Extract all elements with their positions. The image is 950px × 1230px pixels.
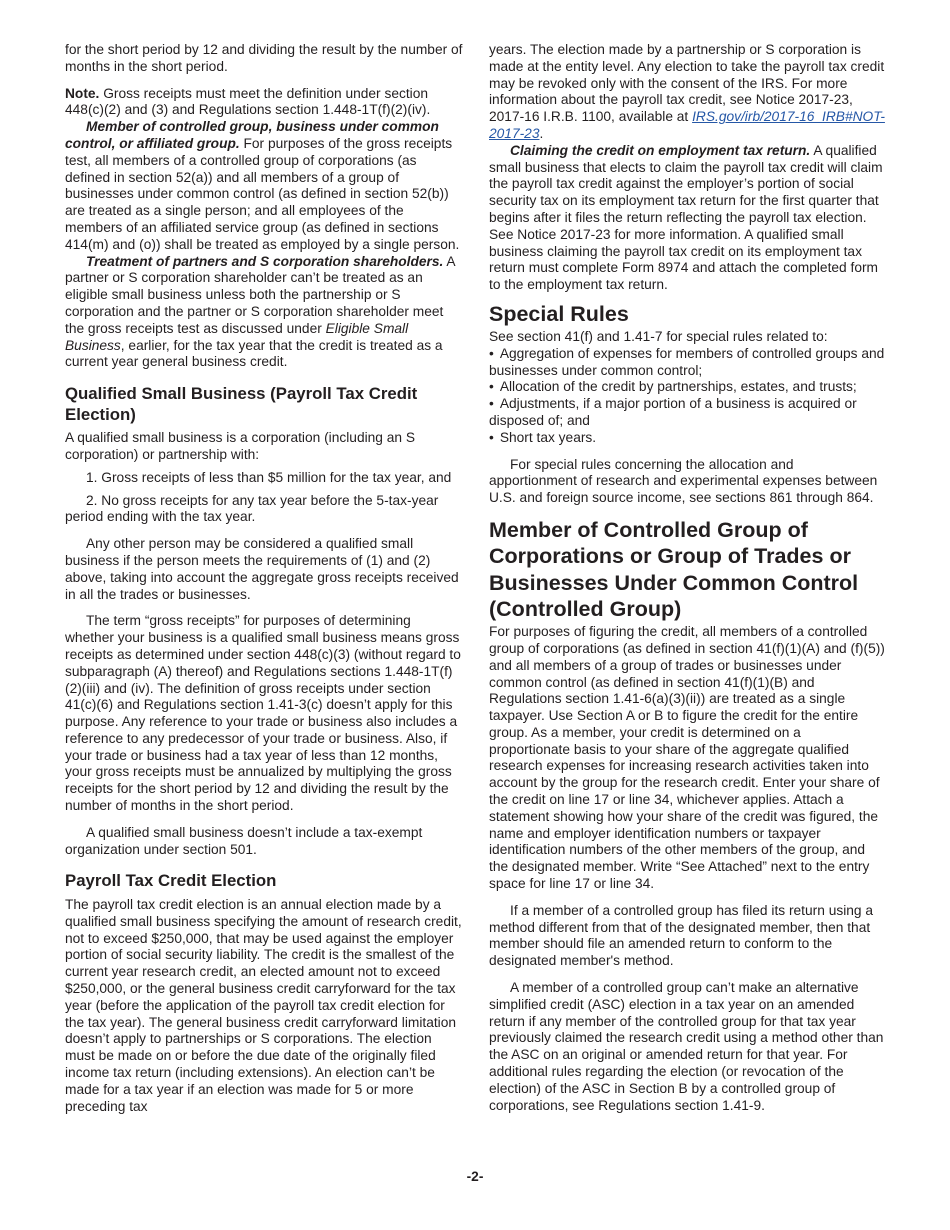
irs-irb-link[interactable]: IRS.gov/irb/2017-16_IRB#NOT-2017-23 bbox=[489, 109, 885, 141]
special-rules-intro: See section 41(f) and 1.41-7 for special rules related to: bbox=[489, 328, 828, 344]
list-item: • Allocation of the credit by partnerships, estates, and trusts; bbox=[489, 379, 885, 396]
tax-exempt-paragraph: A qualified small business doesn’t include a tax-exempt organization under section 501. bbox=[65, 824, 423, 857]
amended-return-paragraph: If a member of a controlled group has filed its return using a method different from that of the designated member, then that member should file an amended return to conform to the designated member's method. bbox=[489, 902, 874, 969]
asc-election-paragraph: A member of a controlled group can’t make an alternative simplified credit (ASC) election in a tax year on an amended return if any member of the controlled group for that tax year previously claimed the research credit using a method other than the ASC on an original or amended return for that year. For additional rules regarding the election (or revocation of the election) of the ASC in Section B by a controlled group of corporations, see Regulations section 1.41-9. bbox=[489, 980, 884, 1113]
list-item: • Adjustments, if a major portion of a business is acquired or disposed of; and bbox=[489, 396, 885, 430]
right-column bbox=[489, 42, 885, 1114]
payroll-continued-text: years. The election made by a partnership or S corporation is made at the entity level. Any election to take the payroll tax credit may be revoked only with the consent of the IRS. For more information about the payroll tax credit, see Notice 2017-23, 2017-16 I.R.B. 1100, available at bbox=[489, 42, 885, 125]
payroll-paragraph: The payroll tax credit election is an annual election made by a qualified small business specifying the amount of research credit, not to exceed $250,000, that may be used against the employer portion of social security liability. The credit is the smallest of the current year research credit, an elected amount not to exceed $250,000, or the general business credit carryforward for the tax year (before the application of the payroll tax credit election for the tax year). The general business credit carryforward limitation doesn’t apply to partnerships or S corporations. The election must be made on or before the due date of the originally filed income tax return (including extensions). An election can’t be made for a tax year if an election was made for 5 or more preceding tax bbox=[65, 896, 462, 1114]
note-paragraph bbox=[65, 86, 463, 120]
allocation-paragraph: For special rules concerning the allocation and apportionment of research and experimental expenses between U.S. and foreign source income, see sections 861 through 864. bbox=[489, 456, 878, 506]
controlled-group-text: For purposes of the gross receipts test, all members of a controlled group of corporations (as defined in section 52(a)) and all members of a group of businesses under common control (as defined in section 52(b)) are treated as a single person; and all employees of the members of an affiliated service group (as defined in sections 414(m) and (o)) shall be treated as employed by a single person. bbox=[65, 135, 460, 252]
controlled-group-heading: Member of controlled group, business under common control, or affiliated group. bbox=[65, 119, 439, 151]
controlled-group-section-heading: Member of Controlled Group of Corporations or Group of Trades or Businesses Under Common Control (Controlled Group) bbox=[489, 517, 859, 621]
claiming-paragraph bbox=[489, 143, 885, 294]
claiming-heading: Claiming the credit on employment tax return. bbox=[510, 142, 811, 158]
payroll-continued-paragraph bbox=[489, 42, 885, 143]
member-paragraph: For purposes of figuring the credit, all members of a controlled group of corporations (as defined in section 41(f)(1)(A) and (f)(5)) and all members of a group of trades or businesses under common control (as defined in section 41(f)(1)(B) and Regulations section 1.41-6(a)(3)(ii)) are treated as a single taxpayer. Use Section A or B to figure the credit for the entire group. As a member, your credit is determined on a proportionate basis to your share of the aggregate qualified research expenses for increasing research activities taken into account by the group for the research credit. Enter your share of the credit on line 17 or line 34, whichever applies. Attach a statement showing how your share of the credit was figured, the name and employer identification numbers or taxpayer identification numbers of the other members of the group, and the designated member. Write “See Attached” next to the entry space for line 17 or line 34. bbox=[489, 624, 885, 892]
period: . bbox=[539, 125, 544, 141]
payroll-heading: Payroll Tax Credit Election bbox=[65, 871, 277, 891]
partners-paragraph bbox=[65, 254, 463, 372]
partners-text-2: , earlier, for the tax year that the credit is treated as a current year general business credit. bbox=[65, 337, 443, 370]
carryover-paragraph: for the short period by 12 and dividing the result by the number of months in the short period. bbox=[65, 42, 463, 74]
list-item: • Short tax years. bbox=[489, 430, 885, 447]
note-label: Note. bbox=[65, 85, 100, 101]
page-number: -2- bbox=[466, 1169, 484, 1184]
qsb-item-2: 2. No gross receipts for any tax year before the 5-tax-year period ending with the tax year. bbox=[65, 492, 439, 525]
qsb-item-1: 1. Gross receipts of less than $5 million for the tax year, and bbox=[86, 469, 452, 485]
eligible-small-business-ref: Eligible Small Business bbox=[65, 320, 409, 353]
special-rules-heading: Special Rules bbox=[489, 301, 629, 326]
controlled-group-paragraph bbox=[65, 119, 463, 253]
special-rules-list bbox=[489, 346, 885, 447]
gross-receipts-paragraph: The term “gross receipts” for purposes of determining whether your business is a qualified small business means gross receipts as determined under section 448(c)(3) (without regard to subparagraph (A) thereof) and Regulations sections 1.448-1T(f)(2)(iii) and (iv). The definition of gross receipts under section 41(c)(6) and Regulations section 1.41-3(c) doesn’t apply for this purpose. Any reference to your trade or business also includes a reference to any predecessor of your trade or business. Also, if your trade or business had a tax year of less than 12 months, your gross receipts must be annualized by multiplying the gross receipts for the short period by 12 and dividing the result by the number of months in the short period. bbox=[65, 613, 461, 814]
left-column bbox=[65, 42, 463, 1115]
qsb-any-other-paragraph: Any other person may be considered a qualified small business if the person meets the requirements of (1) and (2) above, taking into account the aggregate gross receipts received in all the trades or businesses. bbox=[65, 536, 459, 602]
list-item: • Aggregation of expenses for members of controlled groups and businesses under common control; bbox=[489, 346, 885, 380]
partners-text-1: A partner or S corporation shareholder can’t be treated as an eligible small business unless both the partnership or S corporation and the partner or S corporation shareholder meet the gross receipts test as discussed under bbox=[65, 253, 455, 336]
qsb-intro: A qualified small business is a corporation (including an S corporation) or partnership with: bbox=[65, 430, 416, 462]
qsb-heading: Qualified Small Business (Payroll Tax Credit Election) bbox=[65, 384, 418, 424]
claiming-text: A qualified small business that elects to claim the payroll tax credit will claim the payroll tax credit against the employer’s portion of social security tax on its employment tax return for the first quarter that begins after it files the return reflecting the payroll tax election. See Notice 2017-23 for more information. A qualified small business claiming the payroll tax credit on its employment tax return must complete Form 8974 and attach the completed form to the employment tax return. bbox=[489, 142, 883, 293]
note-text: Gross receipts must meet the definition under section 448(c)(2) and (3) and Regulations section 1.448-1T(f)(2)(iv). bbox=[65, 85, 431, 118]
partners-heading: Treatment of partners and S corporation shareholders. bbox=[86, 253, 444, 269]
